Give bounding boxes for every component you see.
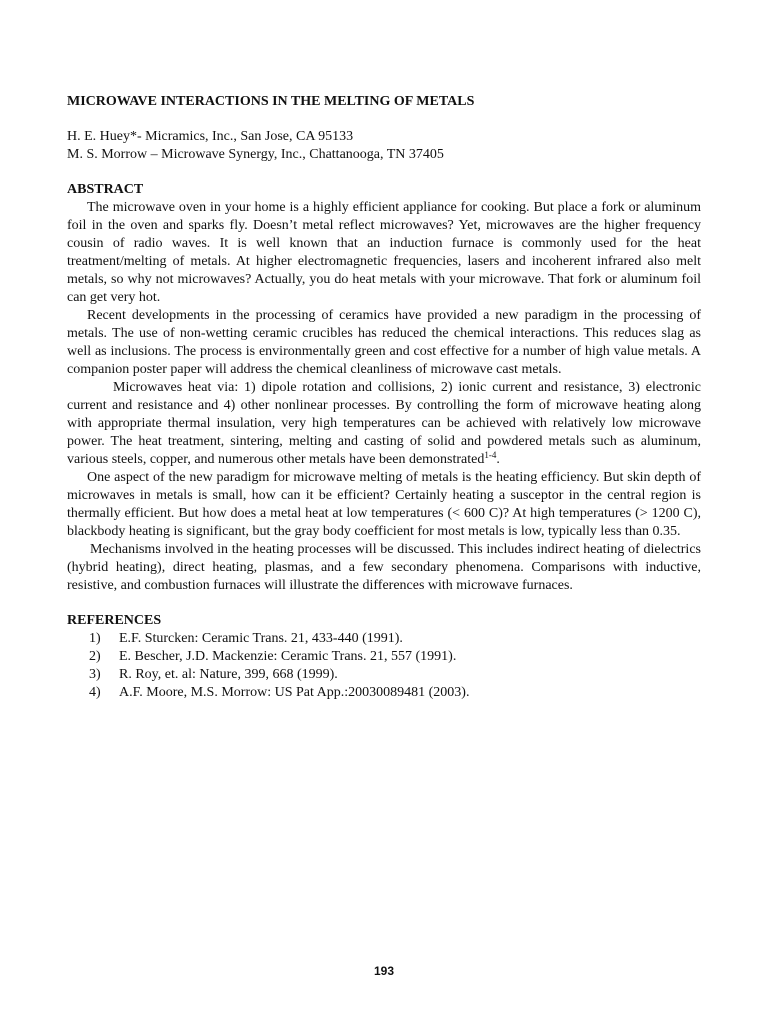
abstract-paragraph: The microwave oven in your home is a highly efficient appliance for cooking. But place a fork or aluminum foil in the oven and sparks fly. Doesn’t metal reflect microwaves? Yet, microwaves are the higher frequency cousin of radio waves. It is well known that an induction furnace is commonly used for the heat treatment/melting of metals. At higher electromagnetic frequencies, lasers and incoherent infrared also melt metals, so why not microwaves? Actually, you do heat metals with your microwave. That fork or aluminum foil can get very hot. [67,200,701,305]
reference-list [67,630,701,702]
reference-item [67,648,701,666]
reference-text: E. Bescher, J.D. Mackenzie: Ceramic Trans. 21, 557 (1991). [119,649,457,664]
abstract-paragraph: Mechanisms involved in the heating processes will be discussed. This includes indirect heating of dielectrics (hybrid heating), direct heating, plasmas, and a few secondary phenomena. Comparisons with inductive, resistive, and combustion furnaces will illustrate the differences with microwave furnaces. [67,542,701,593]
reference-number: 4) [89,685,101,700]
author-list [67,128,701,164]
author-line: M. S. Morrow – Microwave Synergy, Inc., Chattanooga, TN 37405 [67,147,444,162]
citation-superscript: 1-4 [484,450,497,460]
reference-text: E.F. Sturcken: Ceramic Trans. 21, 433-440 (1991). [119,631,403,646]
author-line: H. E. Huey*- Micramics, Inc., San Jose, CA 95133 [67,129,354,144]
page-number: 193 [373,964,395,978]
reference-text: R. Roy, et. al: Nature, 399, 668 (1999). [119,667,338,682]
reference-item [67,666,701,684]
reference-number: 3) [89,667,101,682]
abstract-heading: ABSTRACT [67,182,144,197]
paper-title: MICROWAVE INTERACTIONS IN THE MELTING OF METALS [67,94,475,109]
abstract-paragraph-text: Microwaves heat via: 1) dipole rotation and collisions, 2) ionic current and resistance, 3) electronic current and resistance and 4) other nonlinear processes. By controlling the form of microwave heating along with appropriate thermal insulation, very high temperatures can be achieved with relatively low microwave power. The heat treatment, sintering, melting and casting of solid and powdered metals such as aluminum, various steels, copper, and numerous other metals have been demonstrated [67,380,701,467]
reference-item [67,684,701,702]
abstract-paragraph [67,379,701,469]
reference-number: 1) [89,631,101,646]
references-heading: REFERENCES [67,613,162,628]
reference-text: A.F. Moore, M.S. Morrow: US Pat App.:20030089481 (2003). [119,685,470,700]
abstract-paragraph: Recent developments in the processing of ceramics have provided a new paradigm in the processing of metals. The use of non-wetting ceramic crucibles has reduced the chemical interactions. This reduces slag as well as inclusions. The process is environmentally green and cost effective for a number of high value metals. A companion poster paper will address the chemical cleanliness of microwave cast metals. [67,308,701,377]
paper-page [67,93,701,702]
reference-item [67,630,701,648]
abstract-paragraph: One aspect of the new paradigm for microwave melting of metals is the heating efficiency. But skin depth of microwaves in metals is small, how can it be efficient? Certainly heating a susceptor in the central region is thermally efficient. But how does a metal heat at low temperatures (< 600 C)? At high temperatures (> 1200 C), blackbody heating is significant, but the gray body coefficient for most metals is low, typically less than 0.35. [67,470,701,539]
abstract-body [67,199,701,595]
reference-number: 2) [89,649,101,664]
sentence-end: . [496,452,500,467]
